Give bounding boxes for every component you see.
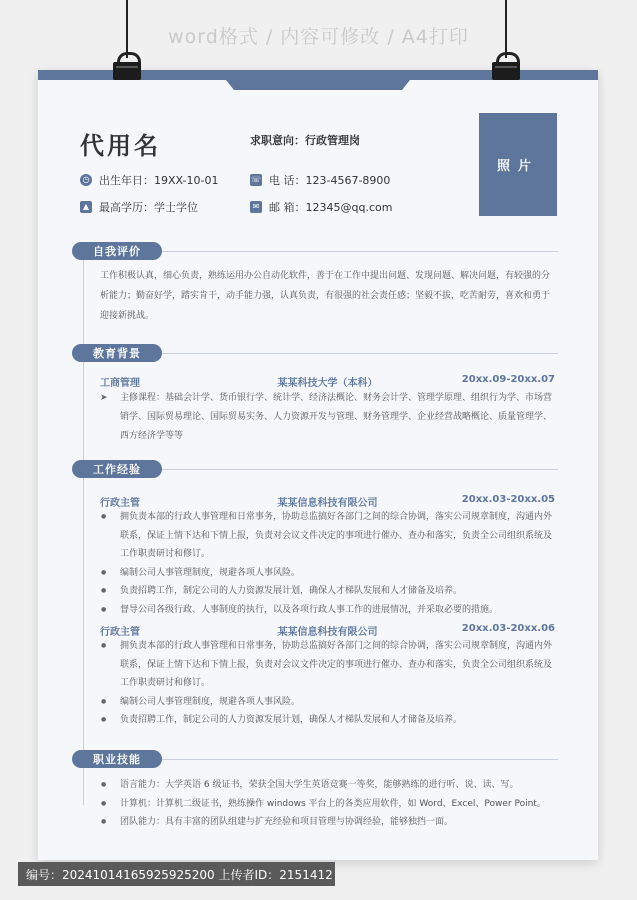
job-dates: 20xx.03-20xx.06 [461, 623, 555, 634]
arrow-icon: ➤ [100, 393, 108, 403]
edu-dates: 20xx.09-20xx.07 [461, 374, 555, 385]
footer-id-bar: 编号：20241014165925925200 上传者ID：2151412 [18, 862, 335, 886]
edu-courses [100, 389, 558, 446]
binder-clip-right [492, 52, 520, 82]
binder-clip-left [113, 52, 141, 82]
birth-text: 出生年日：19XX-10-01 [99, 174, 219, 187]
edu-school: 某某科技大学（本科） [277, 378, 378, 389]
job-role: 行政主管 [100, 627, 140, 638]
email-text: 邮 箱：12345@qq.com [269, 201, 393, 214]
birth-info [80, 172, 218, 188]
section-divider [162, 251, 558, 252]
photo-placeholder: 照片 [479, 113, 557, 216]
list-item: ● 编制公司人事管理制度，规避各项人事风险。 [100, 693, 558, 712]
graduation-cap-icon: ▲ [80, 201, 92, 213]
list-item: ● 拥负责本部的行政人事管理和日常事务，协助总监搞好各部门之间的综合协调，落实公司规章制度，沟通内外联系，保证上情下达和下情上报，负责对会议文件决定的事项进行催办、查办和落实，负责全公司组织系统及工作职责研讨和修订。 [100, 637, 558, 693]
section-title-self: 自我评价 [72, 242, 162, 260]
self-evaluation-text: 工作积极认真，细心负责，熟练运用办公自动化软件，善于在工作中提出问题、发现问题、解决问题，有较强的分析能力；勤奋好学，踏实肯干，动手能力强，认真负责，有很强的社会责任感；坚毅不拔，吃苦耐劳，喜欢和勇于迎接新挑战。 [100, 271, 551, 321]
job-2-duties [100, 637, 558, 730]
job-1-duties [100, 508, 558, 619]
top-caption: word格式 / 内容可修改 / A4打印 [168, 26, 469, 48]
section-title-education: 教育背景 [72, 344, 162, 362]
section-divider [162, 469, 558, 470]
section-divider [162, 759, 558, 760]
hanging-wire-right [505, 0, 507, 58]
list-item: ● 负责招聘工作，制定公司的人力资源发展计划，确保人才梯队发展和人才储备及培养。 [100, 711, 558, 730]
phone-text: 电 话：123-4567-8900 [269, 174, 391, 187]
clock-icon: ◷ [80, 174, 92, 186]
candidate-name: 代用名 [80, 132, 161, 160]
mail-icon: ✉ [250, 201, 262, 213]
top-tab [218, 70, 418, 90]
list-item: ● 编制公司人事管理制度，规避各项人事风险。 [100, 564, 558, 583]
resume-paper [38, 70, 598, 860]
job-company: 某某信息科技有限公司 [277, 498, 378, 509]
section-title-work: 工作经验 [72, 460, 162, 478]
degree-text: 最高学历：学士学位 [99, 201, 198, 214]
phone-icon: ☏ [250, 175, 261, 184]
list-item: ● 语言能力：大学英语 6 级证书，荣获全国大学生英语竞赛一等奖，能够熟练的进行听、说、读、写。 [100, 776, 558, 795]
job-dates: 20xx.03-20xx.05 [461, 494, 555, 505]
email-info [250, 199, 392, 215]
edu-major: 工商管理 [100, 378, 140, 389]
edu-courses-text: 主修课程：基础会计学、货币银行学、统计学、经济法概论、财务会计学、管理学原理、组织行为学、市场营销学、国际贸易理论、国际贸易实务、人力资源开发与管理、财务管理学、企业经营战略概论、质量管理学、西方经济学等等 [120, 393, 553, 441]
list-item: ● 督导公司各级行政、人事制度的执行，以及各项行政人事工作的进展情况，并采取必要的措施。 [100, 601, 558, 620]
timeline-line [83, 260, 84, 805]
job-company: 某某信息科技有限公司 [277, 627, 378, 638]
job-intent: 求职意向：行政管理岗 [250, 134, 360, 147]
job-role: 行政主管 [100, 498, 140, 509]
list-item: ● 团队能力：具有丰富的团队组建与扩充经验和项目管理与协调经验，能够独挡一面。 [100, 813, 558, 832]
section-divider [162, 353, 558, 354]
degree-info [80, 199, 198, 215]
phone-info [250, 172, 390, 188]
section-title-skills: 职业技能 [72, 750, 162, 768]
hanging-wire-left [126, 0, 128, 58]
list-item: ● 拥负责本部的行政人事管理和日常事务，协助总监搞好各部门之间的综合协调，落实公司规章制度，沟通内外联系，保证上情下达和下情上报，负责对会议文件决定的事项进行催办、查办和落实，负责全公司组织系统及工作职责研讨和修订。 [100, 508, 558, 564]
list-item: ● 负责招聘工作，制定公司的人力资源发展计划，确保人才梯队发展和人才储备及培养。 [100, 582, 558, 601]
skills-list [100, 776, 558, 832]
list-item: ● 计算机：计算机二级证书，熟练操作 windows 平台上的各类应用软件，如 Word、Excel、Power Point。 [100, 795, 558, 814]
